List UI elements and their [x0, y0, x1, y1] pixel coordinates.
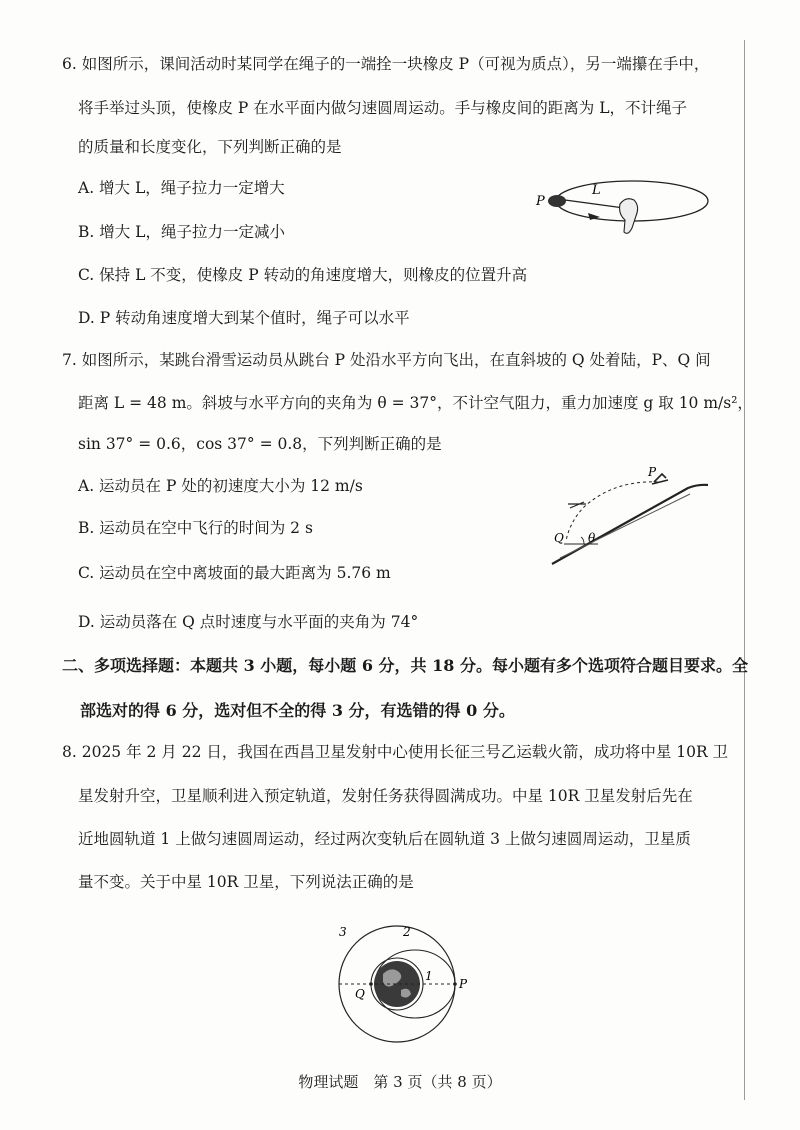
q7-option-d: D. 运动员落在 Q 点时速度与水平面的夹角为 74° — [78, 613, 419, 631]
q6-option-d: D. P 转动角速度增大到某个值时，绳子可以水平 — [78, 309, 410, 327]
q8-label-1: 1 — [425, 969, 433, 983]
q8-stem-line-3: 近地圆轨道 1 上做匀速圆周运动，经过两次变轨后在圆轨道 3 上做匀速圆周运动，卫星质 — [78, 830, 691, 848]
q8-stem-line-4: 量不变。关于中星 10R 卫星，下列说法正确的是 — [78, 873, 414, 891]
section2-heading-line-1: 二、多项选择题：本题共 3 小题，每小题 6 分，共 18 分。每小题有多个选项符合题目要求。全 — [62, 656, 748, 675]
page-footer: 物理试题 第 3 页（共 8 页） — [298, 1073, 502, 1091]
q7-option-a: A. 运动员在 P 处的初速度大小为 12 m/s — [78, 477, 363, 495]
q7-stem-line-2: 距离 L = 48 m。斜坡与水平方向的夹角为 θ = 37°，不计空气阻力，重力加速度 g 取 10 m/s²， — [78, 394, 753, 412]
q8-point-p — [453, 982, 457, 986]
q8-label-2: 2 — [403, 925, 411, 939]
q7-figure — [540, 466, 715, 571]
q8-stem-line-1: 8. 2025 年 2 月 22 日，我国在西昌卫星发射中心使用长征三号乙运载火箭，成功将中星 10R 卫 — [62, 743, 729, 761]
q7-angle-arc — [581, 537, 584, 544]
q6-option-a: A. 增大 L，绳子拉力一定增大 — [78, 179, 285, 197]
q6-rope — [565, 200, 624, 208]
q6-option-b: B. 增大 L，绳子拉力一定减小 — [78, 223, 285, 241]
q7-label-p: P — [648, 466, 657, 479]
q8-label-3: 3 — [339, 925, 347, 939]
q6-label-l: L — [592, 183, 601, 198]
q6-stem-line-3: 的质量和长度变化，下列判断正确的是 — [78, 138, 342, 156]
q7-stem-line-3: sin 37° = 0.6，cos 37° = 0.8，下列判断正确的是 — [78, 435, 442, 453]
section2-heading-line-2: 部选对的得 6 分，选对但不全的得 3 分，有选错的得 0 分。 — [80, 701, 515, 720]
q6-stem-line-1: 6. 如图所示，课间活动时某同学在绳子的一端拴一块橡皮 P（可视为质点），另一端攥在手中， — [62, 55, 710, 73]
q8-point-q — [369, 982, 373, 986]
q7-option-c: C. 运动员在空中离坡面的最大距离为 5.76 m — [78, 564, 391, 582]
q8-figure — [325, 920, 480, 1050]
q6-label-p: P — [536, 194, 545, 209]
q6-eraser — [548, 195, 566, 207]
q6-hand — [620, 199, 638, 234]
q6-stem-line-2: 将手举过头顶，使橡皮 P 在水平面内做匀速圆周运动。手与橡皮间的距离为 L，不计绳子 — [78, 99, 688, 117]
page-margin-rule — [744, 40, 745, 1100]
q7-label-theta: θ — [588, 531, 596, 545]
q7-option-b: B. 运动员在空中飞行的时间为 2 s — [78, 519, 313, 537]
q7-label-q: Q — [554, 531, 564, 545]
q8-stem-line-2: 星发射升空，卫星顺利进入预定轨道，发射任务获得圆满成功。中星 10R 卫星发射后先在 — [78, 787, 693, 805]
q8-label-q: Q — [355, 987, 365, 1001]
q8-label-p: P — [459, 977, 468, 991]
q6-figure — [528, 170, 718, 250]
q7-stem-line-1: 7. 如图所示，某跳台滑雪运动员从跳台 P 处沿水平方向飞出，在直斜坡的 Q 处着陆，P、Q 间 — [62, 351, 711, 369]
q6-option-c: C. 保持 L 不变，使橡皮 P 转动的角速度增大，则橡皮的位置升高 — [78, 266, 528, 284]
